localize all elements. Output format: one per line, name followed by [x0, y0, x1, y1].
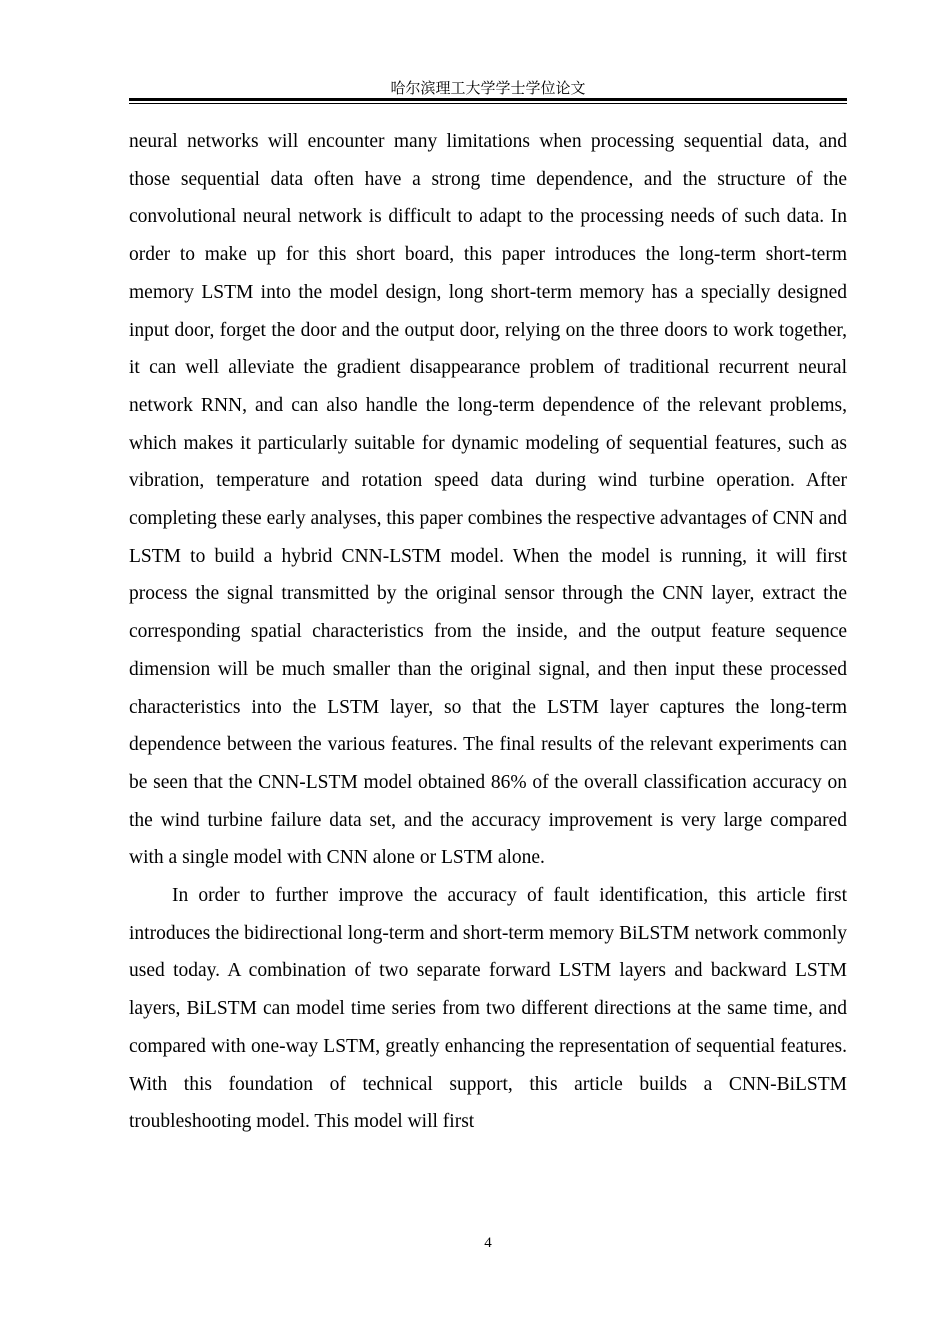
running-header: 哈尔滨理工大学学士学位论文	[390, 79, 586, 97]
body-text	[129, 123, 847, 1141]
paragraph: In order to further improve the accuracy of fault identification, this article first introduces the bidirectional long-term and short-term memory BiLSTM network commonly used today. A combination of two separate forward LSTM layers and backward LSTM layers, BiLSTM can model time series from two different directions at the same time, and compared with one-way LSTM, greatly enhancing the representation of sequential features. With this foundation of technical support, this article builds a CNN-BiLSTM troubleshooting model. This model will first	[129, 885, 847, 1133]
page-number: 4	[484, 1235, 492, 1251]
header-rule-thin	[129, 103, 847, 104]
header-rule-thick	[129, 98, 847, 101]
paragraph-continued: neural networks will encounter many limitations when processing sequential data, and those sequential data often have a strong time dependence, and the structure of the convolutional neural network is difficult to adapt to the processing needs of such data. In order to make up for this short board, this paper introduces the long-term short-term memory LSTM into the model design, long short-term memory has a specially designed input door, forget the door and the output door, relying on the three doors to work together, it can well alleviate the gradient disappearance problem of traditional recurrent neural network RNN, and can also handle the long-term dependence of the relevant problems, which makes it particularly suitable for dynamic modeling of sequential features, such as vibration, temperature and rotation speed data during wind turbine operation. After completing these early analyses, this paper combines the respective advantages of CNN and LSTM to build a hybrid CNN-LSTM model. When the model is running, it will first process the signal transmitted by the original sensor through the CNN layer, extract the corresponding spatial characteristics from the inside, and the output feature sequence dimension will be much smaller than the original signal, and then input these processed characteristics into the LSTM layer, so that the LSTM layer captures the long-term dependence between the various features. The final results of the relevant experiments can be seen that the CNN-LSTM model obtained 86% of the overall classification accuracy on the wind turbine failure data set, and the accuracy improvement is very large compared with a single model with CNN alone or LSTM alone.	[129, 131, 847, 869]
